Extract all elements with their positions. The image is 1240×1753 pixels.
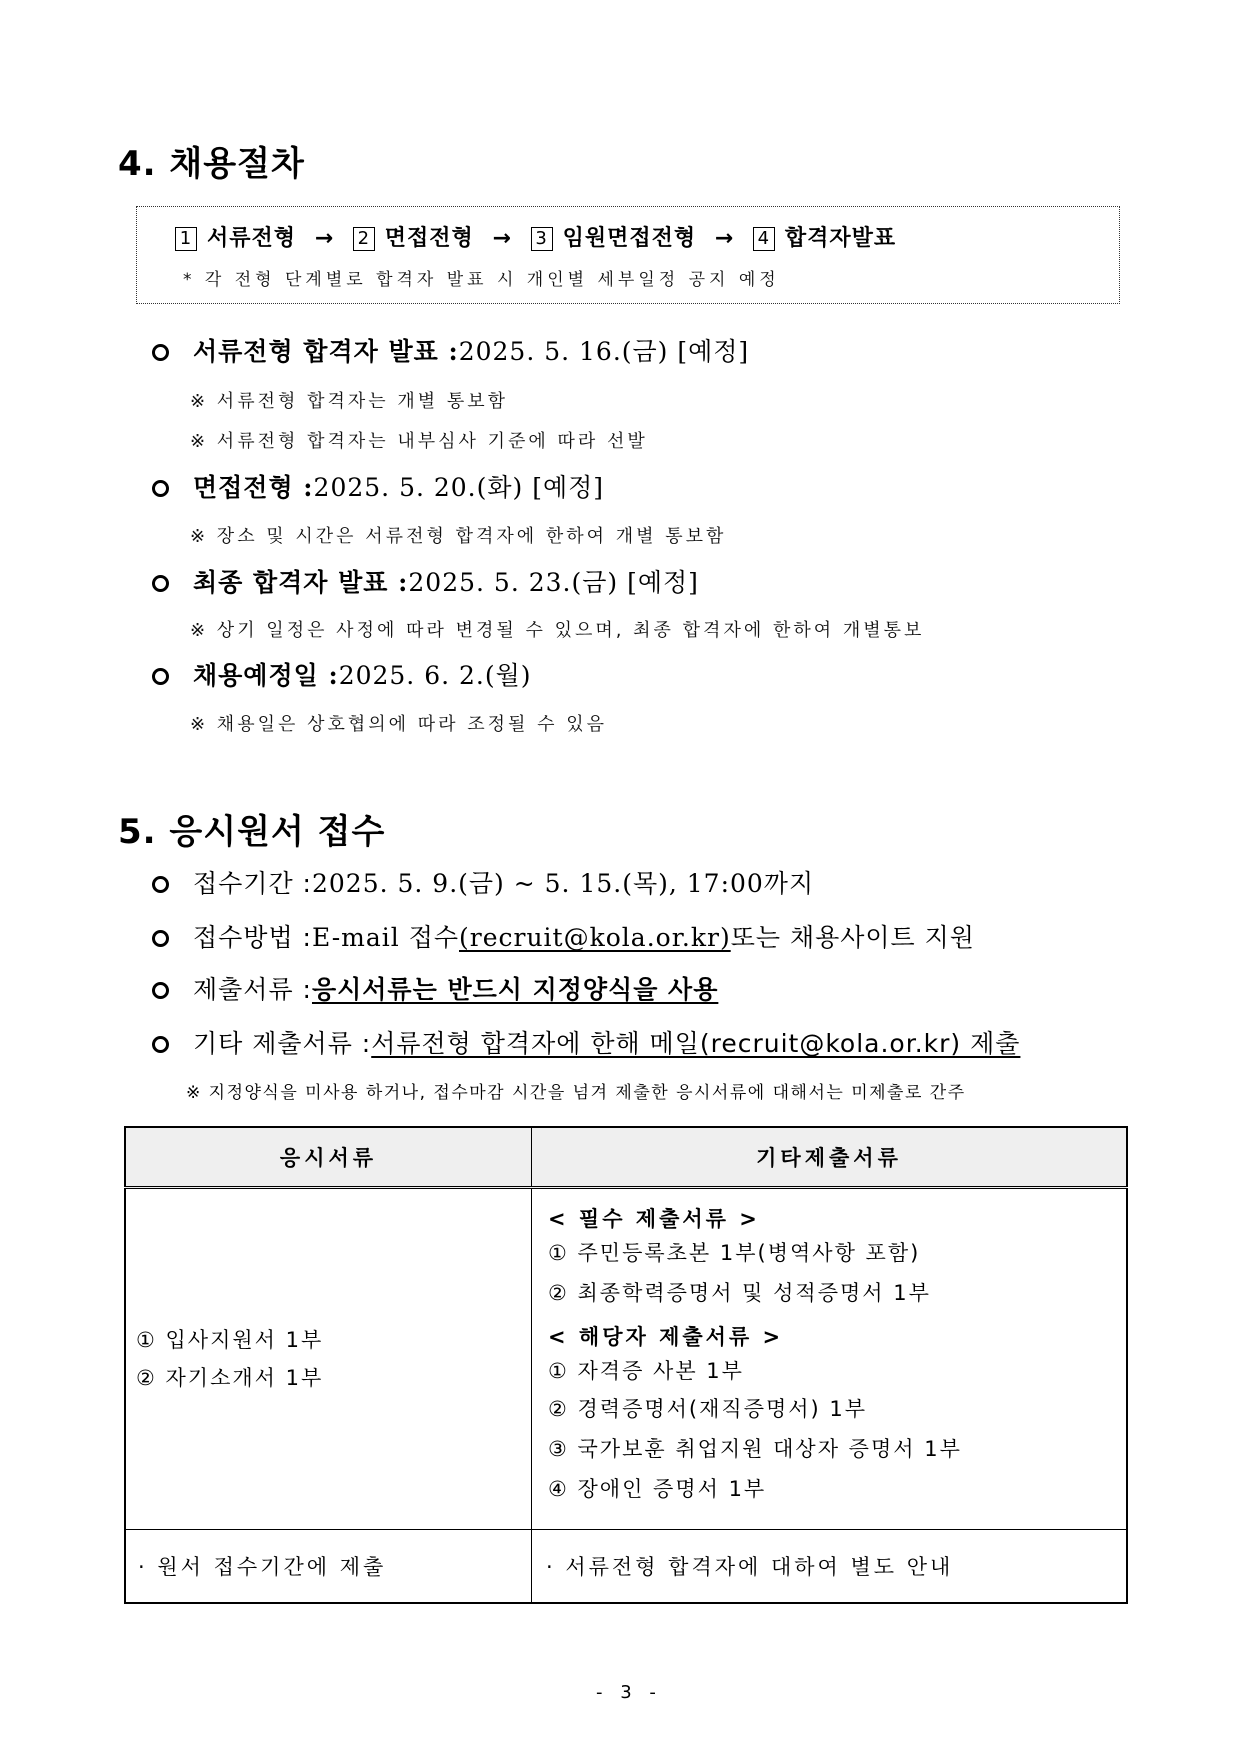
bullet-icon xyxy=(152,344,169,361)
process-note: * 각 전형 단계별로 합격자 발표 시 개인별 세부일정 공지 예정 xyxy=(183,270,780,290)
step-1-label: 서류전형 xyxy=(207,226,297,251)
period-label: 접수기간 : xyxy=(193,869,312,898)
other-docs-cell xyxy=(532,1188,1128,1530)
conditional-docs-title: < 해당자 제출서류 > xyxy=(548,1325,784,1349)
schedule-note: ※ 서류전형 합격자는 내부심사 기준에 따라 선발 xyxy=(190,431,648,452)
table-row xyxy=(125,1188,1127,1530)
table-header-row xyxy=(125,1127,1127,1188)
step-2-number: 2 xyxy=(353,227,375,251)
bullet-icon xyxy=(152,1036,169,1053)
arrow-icon: → xyxy=(714,226,735,251)
footer-right-text: · 서류전형 합격자에 대하여 별도 안내 xyxy=(546,1555,954,1579)
schedule-item xyxy=(152,332,749,368)
list-item: ② 자기소개서 1부 xyxy=(136,1366,324,1390)
schedule-value: 2025. 5. 16.(금) [예정] xyxy=(458,337,750,366)
schedule-note: ※ 채용일은 상호협의에 따라 조정될 수 있음 xyxy=(190,714,608,735)
application-docs-cell xyxy=(125,1188,532,1530)
schedule-label: 최종 합격자 발표 : xyxy=(193,568,409,597)
footer-left-text: · 원서 접수기간에 제출 xyxy=(138,1555,387,1579)
schedule-note: ※ 상기 일정은 사정에 따라 변경될 수 있으며, 최종 합격자에 한하여 개별통보 xyxy=(190,620,925,641)
bullet-icon xyxy=(152,930,169,947)
method-label: 접수방법 : xyxy=(193,923,312,952)
other-label: 기타 제출서류 : xyxy=(193,1029,372,1058)
method-pre: E-mail 접수 xyxy=(311,923,459,952)
period-value: 2025. 5. 9.(금) ~ 5. 15.(목), 17:00까지 xyxy=(311,869,815,898)
schedule-label: 채용예정일 : xyxy=(193,661,339,690)
method-post: 또는 채용사이트 지원 xyxy=(730,923,975,952)
list-item: ① 자격증 사본 1부 xyxy=(548,1359,744,1383)
arrow-icon: → xyxy=(492,226,512,251)
bullet-icon xyxy=(152,982,169,999)
schedule-value: 2025. 5. 23.(금) [예정] xyxy=(408,568,699,597)
step-1-number: 1 xyxy=(175,227,197,251)
recruit-email-link[interactable]: (recruit@kola.or.kr) xyxy=(459,923,731,952)
required-documents xyxy=(152,970,718,1006)
page-number: - 3 - xyxy=(596,1682,662,1703)
step-3-number: 3 xyxy=(531,227,553,251)
bullet-icon xyxy=(152,876,169,893)
arrow-icon: → xyxy=(314,226,335,251)
footer-left-cell xyxy=(125,1530,532,1604)
schedule-label: 서류전형 합격자 발표 : xyxy=(193,337,459,366)
schedule-value: 2025. 6. 2.(월) xyxy=(338,661,532,690)
header-application-docs: 응시서류 xyxy=(125,1127,532,1188)
other-value: 서류전형 합격자에 한해 메일(recruit@kola.or.kr) 제출 xyxy=(371,1029,1021,1058)
process-box xyxy=(136,206,1120,304)
schedule-note: ※ 서류전형 합격자는 개별 통보함 xyxy=(190,391,509,412)
bullet-icon xyxy=(152,480,169,497)
docs-value: 응시서류는 반드시 지정양식을 사용 xyxy=(311,975,719,1004)
list-item: ① 주민등록초본 1부(병역사항 포함) xyxy=(548,1241,921,1265)
schedule-note: ※ 장소 및 시간은 서류전형 합격자에 한하여 개별 통보함 xyxy=(190,526,727,547)
header-other-docs: 기타제출서류 xyxy=(532,1127,1128,1188)
application-method xyxy=(152,918,975,954)
schedule-item xyxy=(152,656,532,692)
application-period xyxy=(152,864,814,900)
schedule-item xyxy=(152,563,699,599)
schedule-label: 면접전형 : xyxy=(193,473,314,502)
submission-warning: ※ 지정양식을 미사용 하거나, 접수마감 시간을 넘겨 제출한 응시서류에 대해서는 미제출로 간주 xyxy=(186,1083,966,1103)
process-steps xyxy=(175,221,896,252)
schedule-item xyxy=(152,468,604,504)
footer-right-cell xyxy=(532,1530,1128,1604)
step-4-number: 4 xyxy=(753,227,775,251)
list-item: ④ 장애인 증명서 1부 xyxy=(548,1477,767,1501)
docs-label: 제출서류 : xyxy=(193,975,312,1004)
section-4-title: 4. 채용절차 xyxy=(118,144,305,184)
documents-table xyxy=(124,1126,1128,1604)
list-item: ② 경력증명서(재직증명서) 1부 xyxy=(548,1397,868,1421)
required-docs-title: < 필수 제출서류 > xyxy=(548,1207,760,1231)
list-item: ③ 국가보훈 취업지원 대상자 증명서 1부 xyxy=(548,1437,962,1461)
step-2-label: 면접전형 xyxy=(384,226,474,251)
list-item: ② 최종학력증명서 및 성적증명서 1부 xyxy=(548,1281,931,1305)
list-item: ① 입사지원서 1부 xyxy=(136,1328,324,1352)
step-3-label: 임원면접전형 xyxy=(562,226,697,251)
table-row xyxy=(125,1530,1127,1604)
section-5-title: 5. 응시원서 접수 xyxy=(118,812,386,852)
step-4-label: 합격자발표 xyxy=(784,226,897,251)
bullet-icon xyxy=(152,575,169,592)
schedule-value: 2025. 5. 20.(화) [예정] xyxy=(313,473,605,502)
other-documents xyxy=(152,1024,1020,1060)
bullet-icon xyxy=(152,668,169,685)
